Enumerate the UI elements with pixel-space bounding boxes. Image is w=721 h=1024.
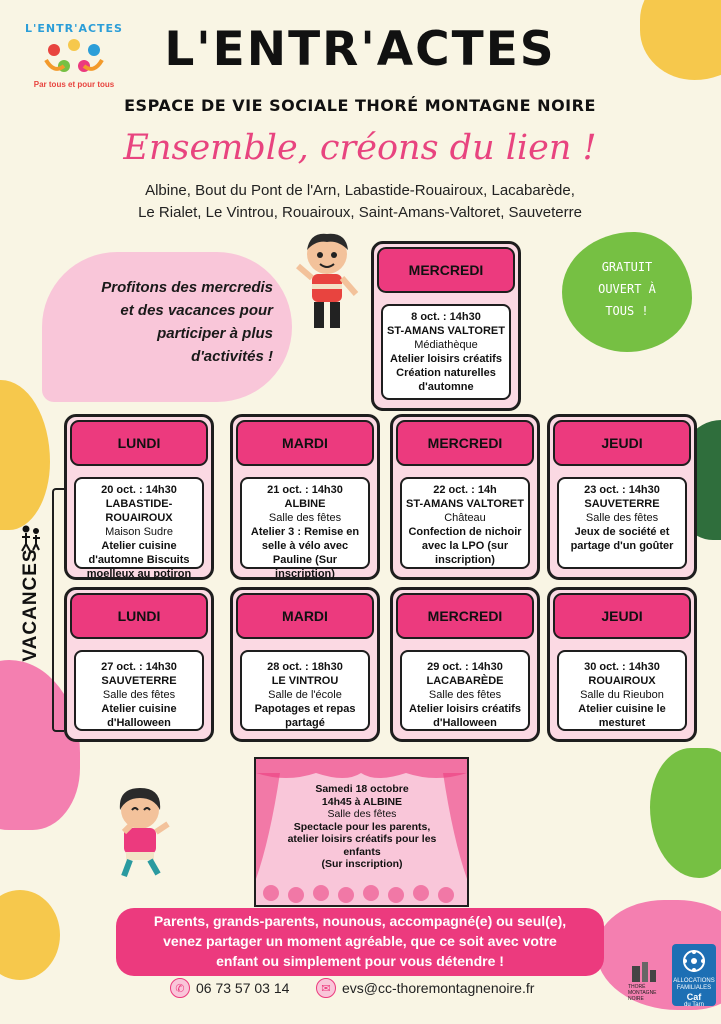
card-body <box>240 650 370 731</box>
event-place: ALBINE <box>284 498 326 510</box>
event-place: SAUVETERRE <box>584 498 660 510</box>
intro-text <box>58 276 273 368</box>
event-date: 23 oct. : 14h30 <box>584 484 660 496</box>
event-venue: Maison Sudre <box>105 526 173 538</box>
page-title: L'ENTR'ACTES <box>164 22 556 77</box>
featured-venue: Médiathèque <box>414 339 478 351</box>
day-label: MARDI <box>236 420 374 466</box>
event-place: ST-AMANS VALTORET <box>406 498 524 510</box>
logo <box>24 22 124 100</box>
featured-date: 8 oct. : 14h30 <box>411 311 481 323</box>
event-date: 27 oct. : 14h30 <box>101 661 177 673</box>
event-place: LE VINTROU <box>271 675 339 687</box>
boy-illustration <box>292 228 362 333</box>
event-date: 22 oct. : 14h <box>433 484 497 496</box>
card-body <box>400 650 530 731</box>
show-note: (Sur inscription) <box>321 858 403 870</box>
event-activity: Atelier loisirs créatifs d'Halloween <box>409 703 521 729</box>
card-body <box>400 477 530 569</box>
event-activity: Papotages et repas partagé <box>254 703 356 729</box>
free-badge <box>566 256 688 322</box>
event-activity: Atelier cuisine d'Halloween <box>101 703 177 729</box>
event-date: 30 oct. : 14h30 <box>584 661 660 673</box>
event-place: ROUAIROUX <box>588 675 656 687</box>
vacances-text: VACANCES <box>20 548 41 662</box>
phone-icon: ✆ <box>170 978 190 998</box>
phone-number: 06 73 57 03 14 <box>196 980 290 996</box>
week2-card-mardi <box>230 587 380 742</box>
partner-1-name: THORÉ MONTAGNE NOIRE <box>628 984 657 1002</box>
featured-place: ST-AMANS VALTORET <box>387 325 505 337</box>
show-description: Spectacle pour les parents, atelier loisirs créatifs pour les enfants <box>287 820 437 858</box>
day-label: MERCREDI <box>396 593 534 639</box>
day-label: LUNDI <box>70 593 208 639</box>
page-subtitle: ESPACE DE VIE SOCIALE THORÉ MONTAGNE NOIRE <box>124 96 596 115</box>
week1-card-mercredi <box>390 414 540 580</box>
event-activity: Atelier cuisine d'automne Biscuits moelleux au potiron <box>86 540 192 580</box>
show-time-place: 14h45 à ALBINE <box>321 795 403 808</box>
towns-line-2: Le Rialet, Le Vintrou, Rouairoux, Saint-Amans-Valtoret, Sauveterre <box>138 204 582 221</box>
caf-family-icon <box>679 948 709 974</box>
partner-logo-thore <box>628 960 672 1002</box>
week1-card-jeudi <box>547 414 697 580</box>
vacances-label <box>16 546 46 666</box>
featured-activity-1: Atelier loisirs créatifs <box>390 353 502 365</box>
day-label: MERCREDI <box>396 420 534 466</box>
decor-blob-top-right <box>640 0 721 80</box>
card-body <box>240 477 370 580</box>
intro-line-4: d'activités ! <box>191 348 273 365</box>
card-body <box>557 650 687 731</box>
free-badge-line-1: GRATUIT <box>601 260 653 274</box>
show-venue: Salle des fêtes <box>327 808 397 820</box>
towns-list <box>90 180 630 224</box>
show-details <box>282 783 442 871</box>
caf-line-2: Caf <box>686 992 702 1002</box>
day-label: JEUDI <box>553 420 691 466</box>
event-venue: Salle des fêtes <box>268 512 342 524</box>
event-venue: Salle des fêtes <box>585 512 659 524</box>
intro-line-1: Profitons des mercredis <box>101 279 273 296</box>
event-activity: Jeux de société et partage d'un goûter <box>570 526 674 552</box>
logo-subtitle: Par tous et pour tous <box>33 80 115 89</box>
week2-card-mercredi <box>390 587 540 742</box>
caf-line-1: ALLOCATIONS FAMILIALES <box>673 978 715 991</box>
event-place: SAUVETERRE <box>101 675 177 687</box>
logo-people-icon <box>24 36 124 80</box>
footer-line-2: venez partager un moment agréable, que ce soit avec votre <box>163 933 557 949</box>
vacances-bracket <box>52 488 64 732</box>
event-venue: Salle des fêtes <box>428 689 502 701</box>
partner-logo-caf <box>672 944 716 1006</box>
featured-day: MERCREDI <box>377 247 515 293</box>
card-body <box>74 477 204 580</box>
footer-line-1: Parents, grands-parents, nounous, accompagné(e) ou seul(e), <box>153 913 567 929</box>
event-activity: Confection de nichoir avec la LPO (sur inscription) <box>408 526 522 566</box>
card-body <box>74 650 204 731</box>
decor-blob-left-yellow2 <box>0 890 60 980</box>
event-place: LABASTIDE-ROUAIROUX <box>105 498 173 524</box>
week1-card-mardi <box>230 414 380 580</box>
event-activity: Atelier 3 : Remise en selle à vélo avec Pauline (Sur inscription) <box>250 526 360 580</box>
girl-illustration <box>104 780 184 880</box>
featured-activity-2: Création naturelles d'automne <box>396 367 496 393</box>
card-body <box>557 477 687 569</box>
show-date: Samedi 18 octobre <box>315 783 409 795</box>
decor-blob-right-green2 <box>650 748 721 878</box>
event-venue: Salle de l'école <box>268 689 342 701</box>
decor-blob-left-yellow <box>0 380 50 530</box>
logo-title: L'ENTR'ACTES <box>25 22 123 35</box>
featured-card <box>371 241 521 411</box>
phone-contact[interactable] <box>170 976 289 1000</box>
caf-line-3: du Tarn <box>684 1002 704 1008</box>
event-date: 20 oct. : 14h30 <box>101 484 177 496</box>
intro-line-2: et des vacances pour <box>120 302 273 319</box>
building-icon <box>628 960 658 982</box>
people-icon <box>18 524 44 552</box>
event-date: 28 oct. : 18h30 <box>267 661 343 673</box>
event-date: 21 oct. : 14h30 <box>267 484 343 496</box>
day-label: MARDI <box>236 593 374 639</box>
towns-line-1: Albine, Bout du Pont de l'Arn, Labastide-Rouairoux, Lacabarède, <box>145 182 575 199</box>
tagline: Ensemble, créons du lien ! <box>123 128 597 168</box>
event-venue: Salle des fêtes <box>102 689 176 701</box>
event-activity: Atelier cuisine le mesturet <box>578 703 666 729</box>
week2-card-lundi <box>64 587 214 742</box>
event-place: LACABARÈDE <box>426 675 504 687</box>
email-address: evs@cc-thoremontagnenoire.fr <box>342 980 535 996</box>
week1-card-lundi <box>64 414 214 580</box>
event-venue: Château <box>444 512 486 524</box>
footer-message <box>120 911 600 971</box>
intro-line-3: participer à plus <box>157 325 273 342</box>
mail-icon: ✉ <box>316 978 336 998</box>
day-label: LUNDI <box>70 420 208 466</box>
email-contact[interactable] <box>316 976 534 1000</box>
free-badge-line-2: OUVERT À <box>598 282 656 296</box>
week2-card-jeudi <box>547 587 697 742</box>
day-label: JEUDI <box>553 593 691 639</box>
free-badge-line-3: TOUS ! <box>605 304 649 318</box>
event-venue: Salle du Rieubon <box>580 689 664 701</box>
event-date: 29 oct. : 14h30 <box>427 661 503 673</box>
featured-body <box>381 304 511 400</box>
footer-line-3: enfant ou simplement pour vous détendre ! <box>216 953 504 969</box>
